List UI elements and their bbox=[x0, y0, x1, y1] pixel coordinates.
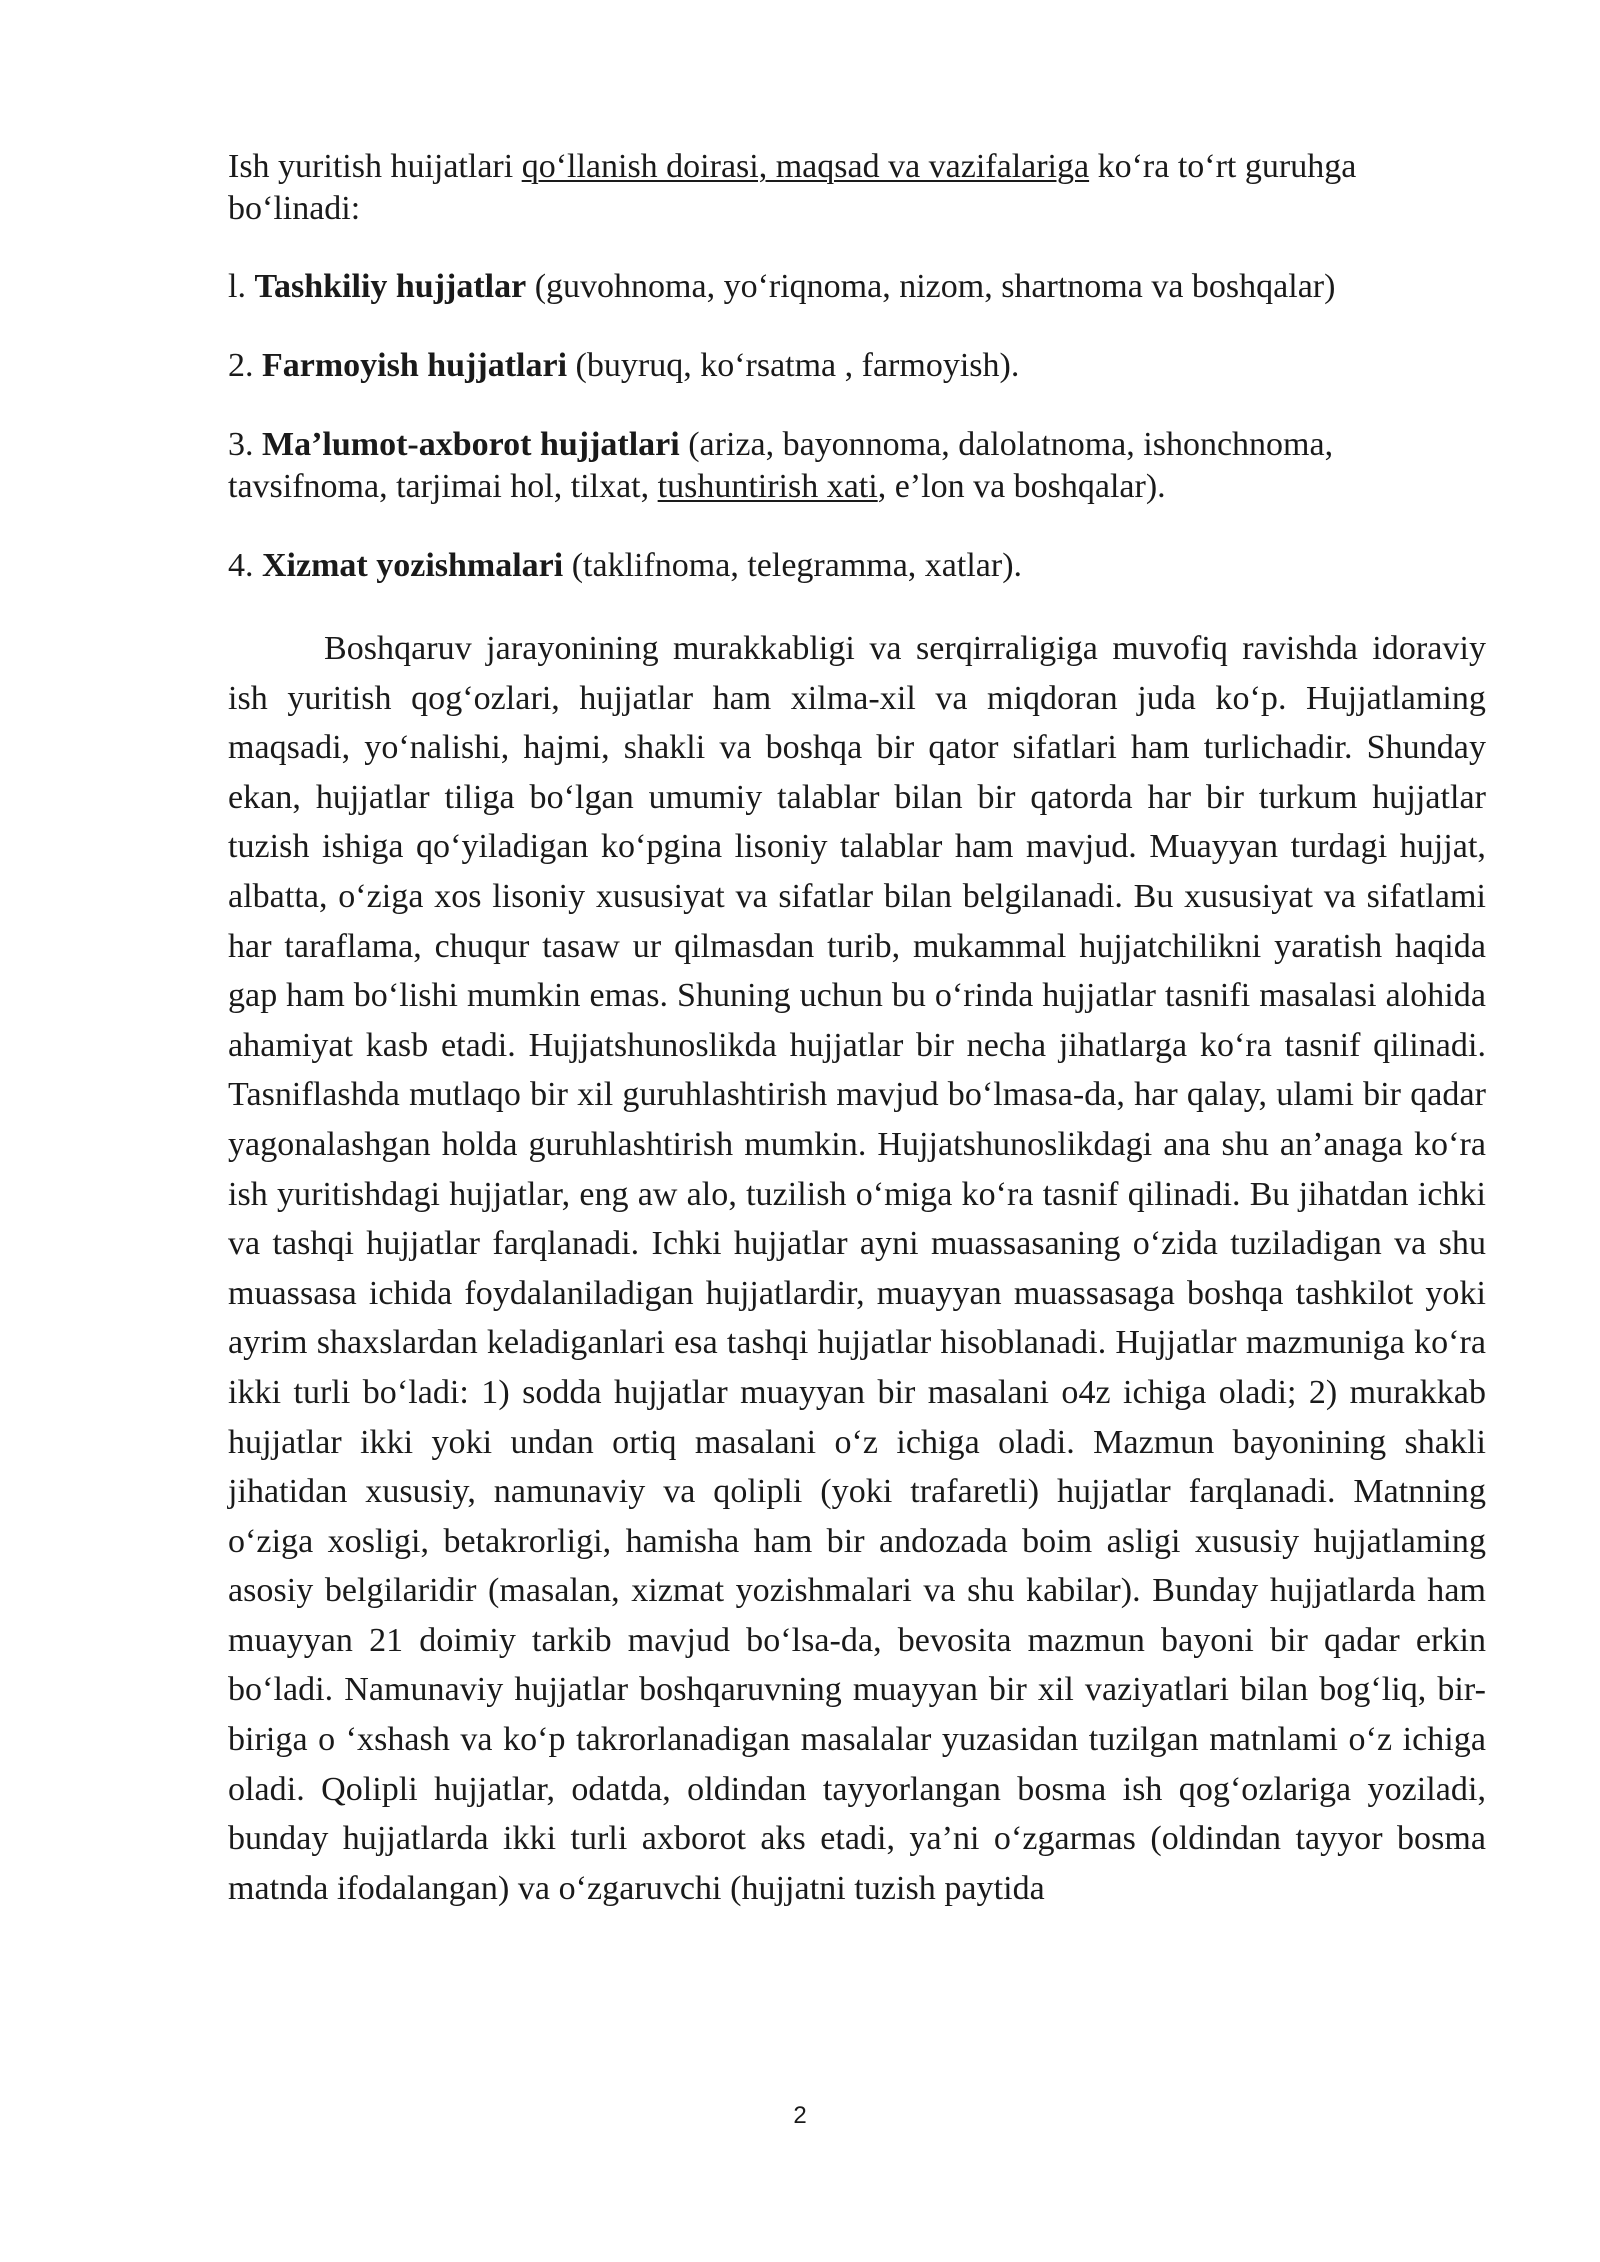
category-item-4 bbox=[228, 545, 1486, 587]
category-title: Xizmat yozishmalari bbox=[262, 547, 564, 584]
category-number: 3. bbox=[228, 426, 262, 463]
category-title: Farmoyish hujjatlari bbox=[262, 347, 568, 384]
intro-text-after: ko‘ra to‘rt guruhga bo‘linadi: bbox=[228, 148, 1357, 227]
category-item-1 bbox=[228, 266, 1486, 308]
document-page bbox=[228, 146, 1486, 1913]
category-description: (taklifnoma, telegramma, xatlar). bbox=[563, 547, 1023, 584]
body-paragraph: Boshqaruv jarayonining murakkabligi va serqirraligiga muvofiq ravishda idoraviy ish yuritish qog‘ozlari, hujjatlar ham xilma-xil va miqdoran juda ko‘p. Hujjatlaming maqsadi, yo‘nalishi, hajmi, shakli va boshqa bir qator sifatlari ham turlichadir. Shunday ekan, hujjatlar tiliga bo‘lgan umumiy talablar bilan bir qatorda har bir turkum hujjatlar tuzish ishiga qo‘yiladigan ko‘pgina lisoniy talablar ham mavjud. Muayyan turdagi hujjat, albatta, o‘ziga xos lisoniy xususiyat va sifatlar bilan belgilanadi. Bu xususiyat va sifatlami har taraflama, chuqur tasaw ur qilmasdan turib, mukammal hujjatchilikni yaratish haqida gap ham bo‘lishi mumkin emas. Shuning uchun bu o‘rinda hujjatlar tasnifi masalasi alohida ahamiyat kasb etadi. Hujjatshunoslikda hujjatlar bir necha jihatlarga ko‘ra tasnif qilinadi. Tasniflashda mutlaqo bir xil guruhlashtirish mavjud bo‘lmasa-da, har qalay, ulami bir qadar yagonalashgan holda guruhlashtirish mumkin. Hujjatshunoslikdagi ana shu an’anaga ko‘ra ish yuritishdagi hujjatlar, eng aw alo, tuzilish o‘miga ko‘ra tasnif qilinadi. Bu jihatdan ichki va tashqi hujjatlar farqlanadi. Ichki hujjatlar ayni muassasaning o‘zida tuziladigan va shu muassasa ichida foydalaniladigan hujjatlardir, muayyan muassasaga boshqa tashkilot yoki ayrim shaxslardan keladiganlari esa tashqi hujjatlar hisoblanadi. Hujjatlar mazmuniga ko‘ra ikki turli bo‘ladi: 1) sodda hujjatlar muayyan bir masalani o4z ichiga oladi; 2) murakkab hujjatlar ikki yoki undan ortiq masalani o‘z ichiga oladi. Mazmun bayonining shakli jihatidan xususiy, namunaviy va qolipli (yoki trafaretli) hujjatlar farqlanadi. Matnning o‘ziga xosligi, betakrorligi, hamisha ham bir andozada boim asligi xususiy hujjatlaming asosiy belgilaridir (masalan, xizmat yozishmalari va shu kabilar). Bunday hujjatlarda ham muayyan 21 doimiy tarkib mavjud bo‘lsa-da, bevosita mazmun bayoni bir qadar erkin bo‘ladi. Namunaviy hujjatlar boshqaruvning muayyan bir xil vaziyatlari bilan bog‘liq, bir-biriga o ‘xshash va ko‘p takrorlanadigan masalalar yuzasidan tuzilgan matnlami o‘z ichiga oladi. Qolipli hujjatlar, odatda, oldindan tayyorlangan bosma ish qog‘ozlariga yoziladi, bunday hujjatlarda ikki turli axborot aks etadi, ya’ni o‘zgarmas (oldindan tayyor bosma matnda ifodalangan) va o‘zgaruvchi (hujjatni tuzish paytida bbox=[228, 630, 1486, 1907]
category-item-2 bbox=[228, 345, 1486, 387]
category-description: (buyruq, ko‘rsatma , farmoyish). bbox=[567, 347, 1020, 384]
category-description: (ariza, bayonnoma, dalolatnoma, ishonchnoma, tavsifnoma, tarjimai hol, tilxat, bbox=[228, 426, 1334, 505]
intro-underlined-text: qo‘llanish doirasi, maqsad va vazifalariga bbox=[521, 148, 1090, 185]
intro-paragraph bbox=[228, 146, 1486, 230]
category-title: Ma’lumot-axborot hujjatlari bbox=[262, 426, 680, 463]
category-number: l. bbox=[228, 268, 255, 305]
category-description-underlined: tushuntirish xati bbox=[657, 468, 878, 505]
category-item-3 bbox=[228, 424, 1486, 508]
intro-text-before: Ish yuritish huijatlari bbox=[228, 148, 522, 185]
category-number: 4. bbox=[228, 547, 262, 584]
category-description: (guvohnoma, yo‘riqnoma, nizom, shartnoma va boshqalar) bbox=[526, 268, 1336, 305]
category-description-end: , e’lon va boshqalar). bbox=[877, 468, 1166, 505]
page-number: 2 bbox=[793, 2102, 807, 2129]
category-number: 2. bbox=[228, 347, 262, 384]
category-title: Tashkiliy hujjatlar bbox=[254, 268, 527, 305]
